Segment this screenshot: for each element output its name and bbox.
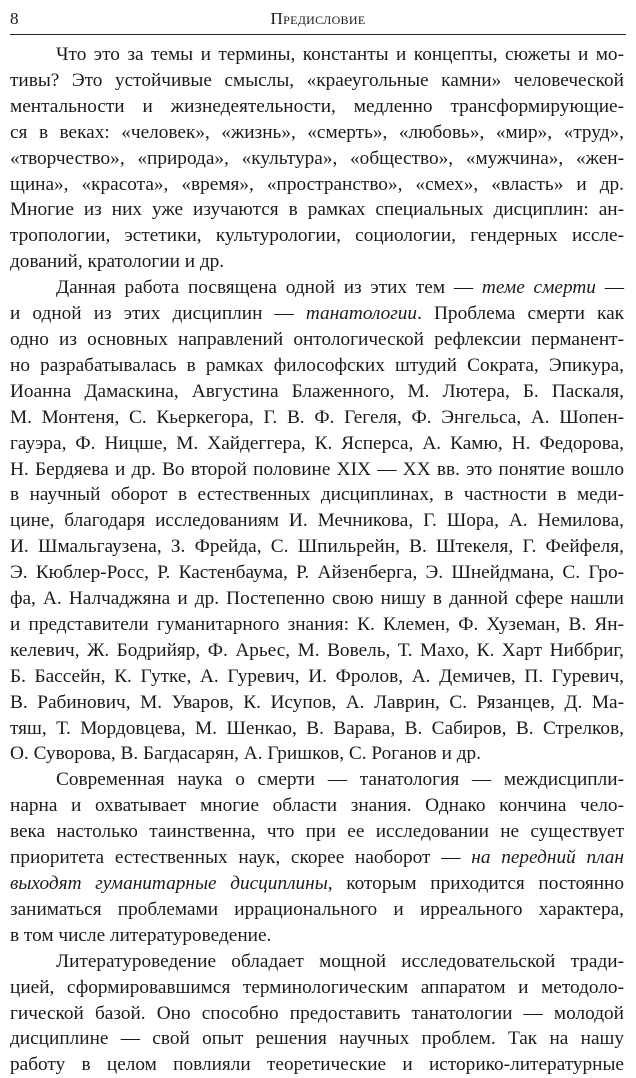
- text-run: —: [595, 277, 625, 299]
- text-line: [10, 871, 624, 897]
- body-text: [10, 42, 624, 1078]
- text-line: [10, 431, 624, 457]
- text-run: и одной из этих дисциплин —: [10, 303, 306, 325]
- text-run: цине, благодаря исследованиям И. Мечникова, Г. Шора, А. Немилова,: [10, 510, 624, 532]
- text-line: [10, 327, 624, 353]
- text-run: дисциплине — свой опыт решения научных проблем. Так на нашу: [10, 1028, 624, 1050]
- text-run: фа, А. Налчаджяна и др. Постепенно свою нишу в данной сфере нашли: [10, 588, 624, 610]
- text-run: келевич, Ж. Бодрийяр, Ф. Арьес, М. Вовель, Т. Махо, К. Харт Ниббриг,: [10, 639, 624, 661]
- text-run: Иоанна Дамаскина, Августина Блаженного, М. Лютера, Б. Паскаля,: [10, 380, 624, 402]
- text-line: [10, 767, 624, 793]
- text-run: и представители гуманитарного знания: К. Клемен, Ф. Хуземан, В. Ян-: [10, 613, 624, 635]
- text-line: [10, 923, 624, 949]
- running-header: [10, 8, 626, 35]
- text-line: [10, 612, 624, 638]
- text-run: Что это за темы и термины, константы и концепты, сюжеты и мо-: [56, 44, 624, 65]
- text-line: [10, 975, 624, 1001]
- text-run: . Проблема смерти как: [417, 303, 624, 325]
- text-run: приоритета естественных наук, скорее наоборот —: [10, 847, 472, 869]
- text-line: [10, 1001, 624, 1027]
- text-run: тропологии, эстетики, культурологии, социологии, гендерных иссле-: [10, 225, 624, 247]
- text-line: [10, 949, 624, 975]
- text-run: дований, кратологии и др.: [10, 251, 225, 273]
- text-line: [10, 741, 624, 767]
- paragraph: [10, 42, 624, 275]
- text-line: [10, 249, 624, 275]
- text-run: но разрабатывалась в рамках философских штудий Сократа, Эпикура,: [10, 354, 624, 376]
- text-line: [10, 223, 624, 249]
- text-run: тивы? Это устойчивые смыслы, «краеугольные камни» человеческой: [10, 69, 624, 91]
- text-run: Многие из них уже изучаются в рамках специальных дисциплин: ан-: [10, 199, 624, 221]
- text-run: О. Суворова, В. Багдасарян, А. Гришков, С. Роганов и др.: [10, 743, 482, 765]
- text-run: цией, сформировавшимся терминологическим аппаратом и методоло-: [10, 976, 624, 998]
- text-run: Э. Кюблер-Росс, Р. Кастенбаума, Р. Айзенберга, Э. Шнейдмана, С. Гро-: [10, 562, 624, 584]
- text-run: Н. Бердяева и др. Во второй половине XIX — XX вв. это понятие вошло: [10, 458, 624, 480]
- text-run: ментальности и жизнедеятельности, медленно трансформирующие-: [10, 95, 624, 117]
- text-line: [10, 897, 624, 923]
- text-line: [10, 586, 624, 612]
- text-run: В. Рабинович, М. Уваров, К. Исупов, А. Лаврин, С. Рязанцев, Д. Ма-: [10, 691, 624, 713]
- text-line: [10, 457, 624, 483]
- italic-text: танатологии: [305, 303, 418, 325]
- text-line: [10, 1026, 624, 1052]
- text-run: Данная работа посвящена одной из этих тем —: [56, 277, 482, 299]
- italic-text: теме смерти: [481, 277, 596, 299]
- running-title: Предисловие: [270, 9, 366, 28]
- text-line: [10, 68, 624, 94]
- text-line: [10, 845, 624, 871]
- text-run: века настолько таинственна, что при ее исследовании не существует: [10, 821, 624, 843]
- paragraph: [10, 767, 624, 948]
- text-run: Литературоведение обладает мощной исследовательской тради-: [56, 950, 624, 972]
- text-line: [10, 172, 624, 198]
- text-run: Б. Бассейн, К. Гутке, А. Гуревич, И. Фролов, А. Демичев, П. Гуревич,: [10, 665, 624, 687]
- text-line: [10, 793, 624, 819]
- text-line: [10, 379, 624, 405]
- text-run: заниматься проблемами иррационального и ирреального характера,: [10, 898, 624, 920]
- text-line: [10, 120, 624, 146]
- text-run: одно из основных направлений онтологической рефлексии перманент-: [10, 328, 624, 350]
- text-line: [10, 94, 624, 120]
- text-run: И. Шмальгаузена, З. Фрейда, С. Шпильрейн, В. Штекеля, Г. Фейфеля,: [10, 536, 624, 558]
- text-line: [10, 819, 624, 845]
- text-run: нарна и охватывает многие области знания. Однако кончина чело-: [10, 795, 624, 817]
- italic-text: выходят гуманитарные дисциплины: [10, 873, 328, 894]
- text-run: тяш, Т. Мордовцева, М. Шенкао, В. Варава, В. Сабиров, В. Стрелков,: [10, 717, 624, 739]
- text-line: [10, 664, 624, 690]
- text-line: [10, 560, 624, 586]
- italic-text: на передний план: [471, 847, 624, 869]
- text-line: [10, 508, 624, 534]
- text-line: [10, 146, 624, 172]
- text-line: [10, 638, 624, 664]
- text-run: гической базой. Оно способно предоставить танатологии — молодой: [10, 1002, 624, 1024]
- text-run: Современная наука о смерти — танатология — междисципли-: [56, 769, 624, 791]
- paragraph: [10, 275, 624, 767]
- text-line: [10, 197, 624, 223]
- text-line: [10, 353, 624, 379]
- text-run: «творчество», «природа», «культура», «общество», «мужчина», «жен-: [10, 147, 624, 169]
- page-number: 8: [10, 9, 19, 28]
- text-run: в научный оборот в естественных дисциплинах, в частности в меди-: [10, 484, 624, 506]
- paragraph: [10, 949, 624, 1078]
- text-line: [10, 42, 624, 68]
- text-run: ся в веках: «человек», «жизнь», «смерть», «любовь», «мир», «труд»,: [10, 121, 624, 143]
- text-run: щина», «красота», «время», «пространство», «смех», «власть» и др.: [10, 173, 624, 195]
- text-line: [10, 405, 624, 431]
- text-line: [10, 716, 624, 742]
- text-run: работу в целом повлияли теоретические и историко-литературные: [10, 1054, 624, 1076]
- text-run: гауэра, Ф. Ницше, М. Хайдеггера, К. Ясперса, А. Камю, Н. Федорова,: [10, 432, 624, 454]
- text-run: , которым приходится постоянно: [327, 873, 624, 894]
- text-line: [10, 301, 624, 327]
- text-line: [10, 275, 624, 301]
- text-run: М. Монтеня, С. Кьеркегора, Г. В. Ф. Гегеля, Ф. Энгельса, А. Шопен-: [10, 406, 624, 428]
- text-line: [10, 482, 624, 508]
- text-run: в том числе литературоведение.: [10, 924, 272, 946]
- text-line: [10, 690, 624, 716]
- text-line: [10, 1052, 624, 1078]
- text-line: [10, 534, 624, 560]
